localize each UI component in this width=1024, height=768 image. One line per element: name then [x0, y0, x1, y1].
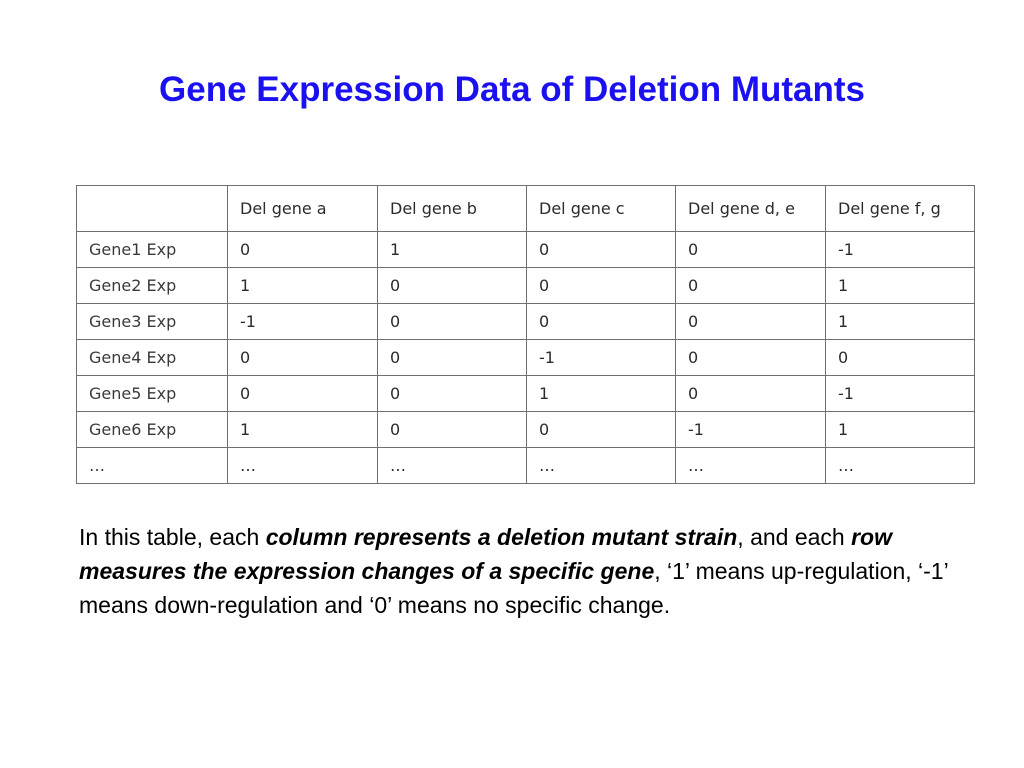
table-row: [77, 376, 975, 412]
table-row: [77, 412, 975, 448]
slide-title: Gene Expression Data of Deletion Mutants: [159, 70, 865, 109]
table-cell: 1: [228, 268, 378, 304]
table-cell: 0: [228, 340, 378, 376]
table-row: [77, 340, 975, 376]
row-label: Gene4 Exp: [77, 340, 228, 376]
table-cell: 0: [527, 268, 676, 304]
table-cell: 0: [676, 268, 826, 304]
row-label: Gene5 Exp: [77, 376, 228, 412]
column-header: Del gene f, g: [826, 186, 975, 232]
table-cell: 0: [527, 304, 676, 340]
table-cell: 1: [228, 412, 378, 448]
column-header: Del gene b: [378, 186, 527, 232]
table-header: [77, 186, 975, 232]
row-label: Gene3 Exp: [77, 304, 228, 340]
table-cell: 0: [378, 376, 527, 412]
table-cell: 1: [826, 268, 975, 304]
expression-table: [76, 185, 975, 484]
description-text: , ‘1’ means up-regulation, ‘-1’ means down-regulation and ‘0’ means no specific change.: [79, 558, 948, 618]
table-cell: 1: [527, 376, 676, 412]
table-cell: 0: [527, 412, 676, 448]
table-cell: …: [378, 448, 527, 484]
table-cell: 0: [228, 232, 378, 268]
description-emphasis-rows: row measures the expression changes of a specific gene: [79, 524, 892, 584]
table-cell: 1: [826, 304, 975, 340]
table-cell: 0: [228, 376, 378, 412]
table-cell: -1: [826, 232, 975, 268]
table-cell: 0: [378, 268, 527, 304]
table-cell: 0: [378, 340, 527, 376]
corner-cell: [77, 186, 228, 232]
table-cell: 1: [378, 232, 527, 268]
table-cell: 0: [676, 232, 826, 268]
table-cell: -1: [527, 340, 676, 376]
table-cell: …: [527, 448, 676, 484]
column-header: Del gene d, e: [676, 186, 826, 232]
table-row: [77, 268, 975, 304]
expression-table-container: [76, 185, 974, 484]
description-text: In this table, each: [79, 524, 266, 550]
row-label: Gene6 Exp: [77, 412, 228, 448]
table-row: [77, 448, 975, 484]
table-cell: …: [826, 448, 975, 484]
table-description: [79, 520, 979, 622]
column-header: Del gene a: [228, 186, 378, 232]
table-cell: 0: [676, 340, 826, 376]
table-body: [77, 232, 975, 484]
table-cell: 0: [527, 232, 676, 268]
table-cell: -1: [826, 376, 975, 412]
table-cell: 0: [826, 340, 975, 376]
description-emphasis-columns: column represents a deletion mutant strain: [265, 524, 738, 550]
table-cell: -1: [228, 304, 378, 340]
table-cell: 0: [378, 304, 527, 340]
row-label: …: [77, 448, 228, 484]
table-row: [77, 304, 975, 340]
table-cell: 0: [676, 304, 826, 340]
table-cell: …: [676, 448, 826, 484]
table-cell: …: [228, 448, 378, 484]
table-row: [77, 232, 975, 268]
description-text: , and each: [737, 524, 852, 550]
header-row: [77, 186, 975, 232]
table-cell: 0: [676, 376, 826, 412]
row-label: Gene1 Exp: [77, 232, 228, 268]
table-cell: -1: [676, 412, 826, 448]
column-header: Del gene c: [527, 186, 676, 232]
table-cell: 1: [826, 412, 975, 448]
table-cell: 0: [378, 412, 527, 448]
row-label: Gene2 Exp: [77, 268, 228, 304]
